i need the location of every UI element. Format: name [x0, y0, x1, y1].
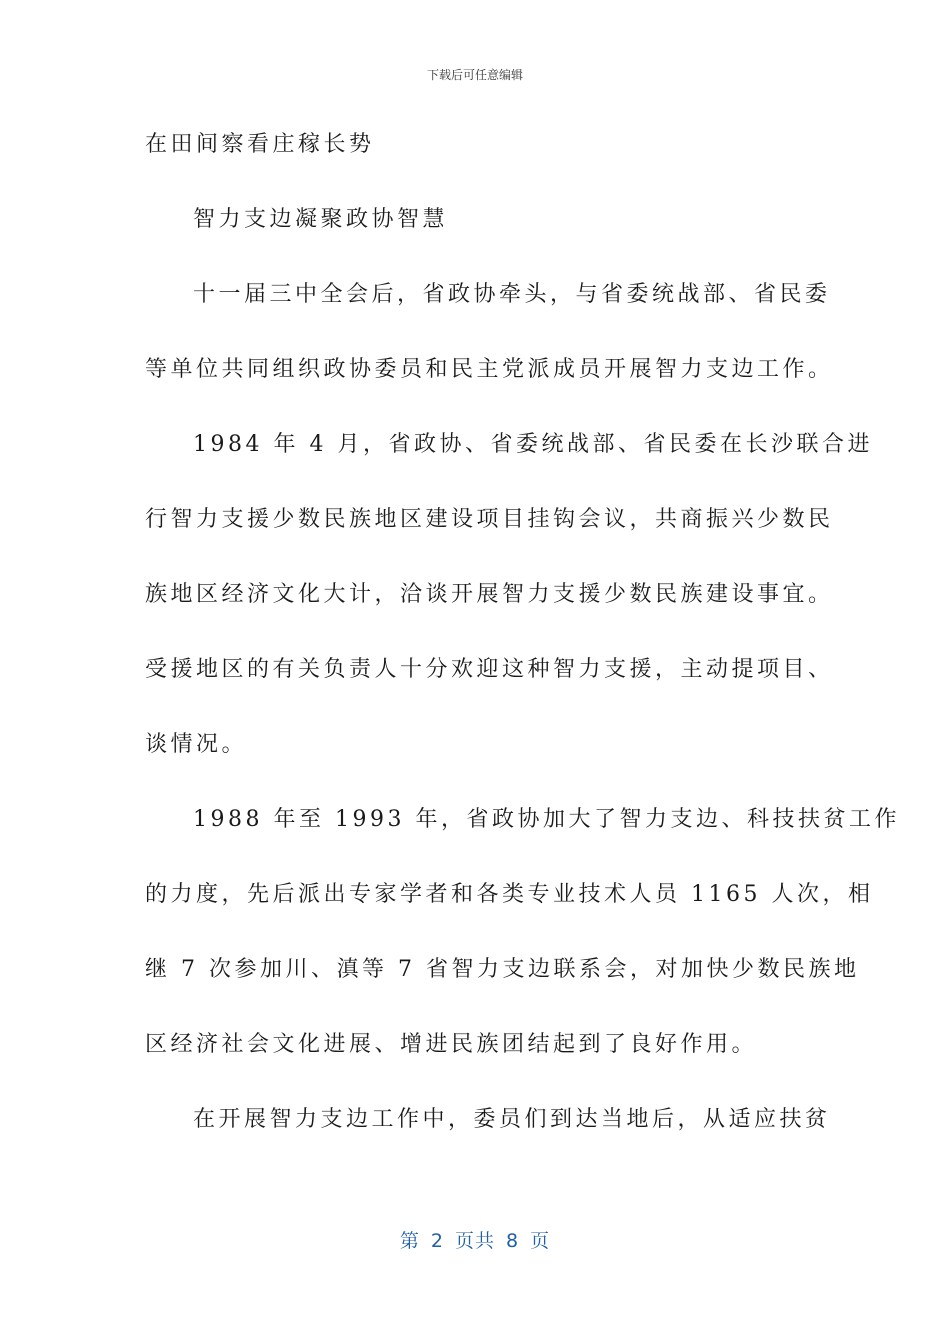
body-line: 在田间察看庄稼长势	[145, 132, 375, 157]
page-number-text: 第 2 页共 8 页	[399, 1230, 551, 1252]
body-line: 族地区经济文化大计，洽谈开展智力支援少数民族建设事宜。	[145, 582, 834, 607]
body-line: 的力度，先后派出专家学者和各类专业技术人员 1165 人次，相	[145, 882, 874, 907]
body-line: 谈情况。	[145, 732, 248, 757]
body-line: 等单位共同组织政协委员和民主党派成员开展智力支边工作。	[145, 357, 834, 382]
section-heading: 智力支边凝聚政协智慧	[193, 207, 449, 232]
body-line: 1988 年至 1993 年，省政协加大了智力支边、科技扶贫工作	[193, 807, 900, 832]
body-line: 继 7 次参加川、滇等 7 省智力支边联系会，对加快少数民族地	[145, 957, 860, 982]
body-line: 十一届三中全会后，省政协牵头，与省委统战部、省民委	[193, 282, 831, 307]
body-line: 行智力支援少数民族地区建设项目挂钩会议，共商振兴少数民	[145, 507, 834, 532]
page-header-note: 下载后可任意编辑	[426, 68, 523, 82]
body-line: 1984 年 4 月，省政协、省委统战部、省民委在长沙联合进	[193, 432, 873, 457]
body-line: 在开展智力支边工作中，委员们到达当地后，从适应扶贫	[193, 1107, 831, 1132]
body-line: 受援地区的有关负责人十分欢迎这种智力支援，主动提项目、	[145, 657, 834, 682]
body-line: 区经济社会文化进展、增进民族团结起到了良好作用。	[145, 1032, 758, 1057]
page-number-footer	[0, 1226, 950, 1253]
